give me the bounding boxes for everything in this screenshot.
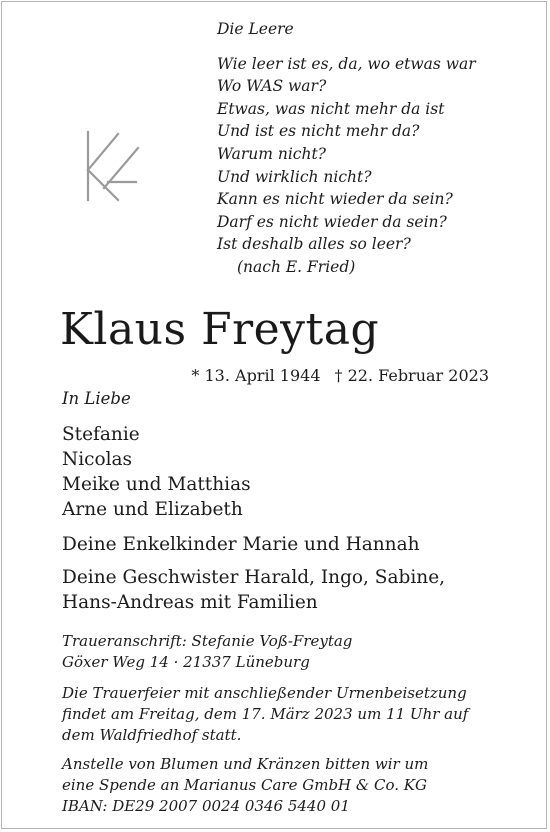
address-line: Traueranschrift: Stefanie Voß-Freytag: [62, 632, 353, 650]
poem-source: (nach E. Fried): [237, 257, 356, 276]
poem-line: Und ist es nicht mehr da?: [217, 122, 420, 141]
family-member: Meike und Matthias: [62, 474, 251, 495]
family-list: [62, 422, 542, 522]
donation-info: [62, 754, 542, 817]
donation-iban: IBAN: DE29 2007 0024 0346 5440 01: [62, 797, 350, 815]
funeral-line: dem Waldfriedhof statt.: [62, 726, 242, 744]
poem-line: Wo WAS war?: [217, 77, 327, 96]
family-member: Stefanie: [62, 424, 140, 445]
siblings-line: Hans-Andreas mit Familien: [62, 592, 318, 613]
obituary-card: [1, 1, 547, 829]
poem-line: Kann es nicht wieder da sein?: [217, 190, 453, 209]
family-member: Arne und Elizabeth: [62, 499, 243, 520]
address-line: Göxer Weg 14 · 21337 Lüneburg: [62, 653, 310, 671]
poem-line: Warum nicht?: [217, 144, 326, 163]
birth-date: * 13. April 1944: [191, 366, 321, 385]
donation-line: eine Spende an Marianus Care GmbH & Co. KG: [62, 776, 427, 794]
poem-line: Etwas, was nicht mehr da ist: [217, 99, 445, 118]
poem-line: Wie leer ist es, da, wo etwas war: [217, 54, 476, 73]
donation-line: Anstelle von Blumen und Kränzen bitten wir um: [62, 755, 429, 773]
in-liebe-label: In Liebe: [62, 389, 131, 408]
funeral-line: Die Trauerfeier mit anschließender Urnenbeisetzung: [62, 684, 467, 702]
funeral-line: findet am Freitag, dem 17. März 2023 um 11 Uhr auf: [62, 705, 469, 723]
life-dates: [191, 366, 489, 386]
death-date: † 22. Februar 2023: [334, 366, 489, 385]
siblings-line: Deine Geschwister Harald, Ingo, Sabine,: [62, 567, 446, 588]
poem: [217, 18, 537, 279]
grandchildren: Deine Enkelkinder Marie und Hannah: [62, 534, 420, 555]
mourning-address: [62, 631, 542, 673]
family-member: Nicolas: [62, 449, 133, 470]
kf-monogram-icon: [82, 130, 144, 202]
poem-line: Ist deshalb alles so leer?: [217, 235, 411, 254]
poem-line: Darf es nicht wieder da sein?: [217, 212, 447, 231]
deceased-name: Klaus Freytag: [60, 304, 380, 355]
siblings: [62, 565, 542, 615]
poem-line: Und wirklich nicht?: [217, 167, 372, 186]
poem-title: Die Leere: [217, 20, 294, 38]
funeral-info: [62, 683, 542, 746]
obituary-body: [62, 388, 542, 825]
